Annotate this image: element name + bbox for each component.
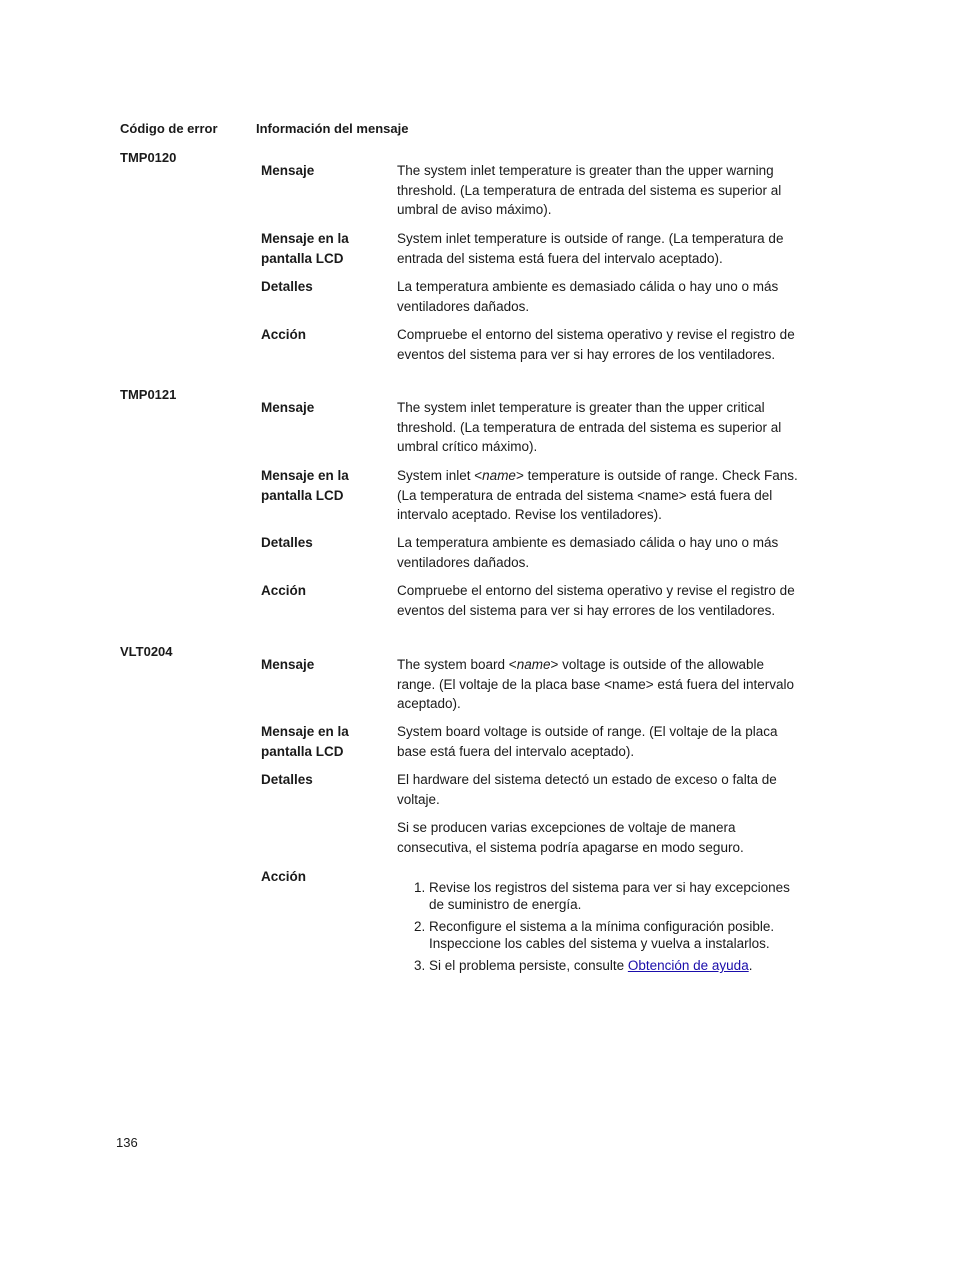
field-value-accion: Compruebe el entorno del sistema operativo y revise el registro de eventos del sistema para ver si hay errores de los ventiladores. [397,583,795,618]
placeholder-name: name [516,657,551,672]
field-label-lcd: Mensaje en la pantalla LCD [261,468,349,503]
field-value-mensaje: The system inlet temperature is greater than the upper warning threshold. (La temperatura de entrada del sistema es superior al umbral de aviso máximo). [397,163,782,217]
error-code: VLT0204 [120,644,173,659]
field-label-detalles: Detalles [261,772,313,787]
field-value-detalles-note: Si se producen varias excepciones de voltaje de manera consecutiva, el sistema podría apagarse en modo seguro. [397,820,744,855]
action-step-list [397,880,805,975]
field-value-accion: Compruebe el entorno del sistema operativo y revise el registro de eventos del sistema para ver si hay errores de los ventiladores. [397,327,795,362]
field-label-detalles: Detalles [261,535,313,550]
field-label-lcd: Mensaje en la pantalla LCD [261,724,349,759]
text-segment: The system board < [397,657,517,672]
action-step: 1. Revise los registros del sistema para ver si hay excepciones de suministro de energía. [429,880,805,913]
column-header-code: Código de error [120,121,218,136]
field-value-detalles: La temperatura ambiente es demasiado cálida o hay uno o más ventiladores dañados. [397,279,779,314]
field-value-lcd: System board voltage is outside of range. (El voltaje de la placa base está fuera del intervalo aceptado). [397,724,778,759]
action-step: 2. Reconfigure el sistema a la mínima configuración posible. Inspeccione los cables del sistema y vuelva a instalarlos. [429,919,805,952]
action-steps [397,880,805,981]
text-segment: > voltage is outside of the allowable range. (El voltaje de la placa base <name> está fuera del intervalo aceptado). [397,657,794,711]
field-label-lcd: Mensaje en la pantalla LCD [261,231,349,266]
field-value-mensaje [397,655,805,714]
text-segment: > temperature is outside of range. Check Fans. (La temperatura de entrada del sistema <name> está fuera del intervalo aceptado. Revise los ventiladores). [397,468,798,522]
field-value-lcd: System inlet temperature is outside of range. (La temperatura de entrada del sistema está fuera del intervalo aceptado). [397,231,784,266]
field-label-accion: Acción [261,327,307,342]
placeholder-name: name [482,468,516,483]
field-value-detalles: La temperatura ambiente es demasiado cálida o hay uno o más ventiladores dañados. [397,535,779,570]
text-segment: Si el problema persiste, consulte [429,958,628,973]
error-code: TMP0121 [120,387,177,402]
field-label-mensaje: Mensaje [261,400,315,415]
field-label-mensaje: Mensaje [261,163,315,178]
field-label-accion: Acción [261,869,307,884]
action-step [429,958,805,975]
field-label-detalles: Detalles [261,279,313,294]
field-value-mensaje: The system inlet temperature is greater than the upper critical threshold. (La temperatura de entrada del sistema es superior al umbral crítico máximo). [397,400,782,454]
column-header-info: Información del mensaje [256,121,409,136]
field-value-detalles: El hardware del sistema detectó un estado de exceso o falta de voltaje. [397,772,777,807]
help-link[interactable]: Obtención de ayuda [627,958,749,973]
field-value-lcd [397,466,805,525]
field-label-accion: Acción [261,583,307,598]
field-label-mensaje: Mensaje [261,657,315,672]
text-segment: System inlet < [397,468,483,483]
text-segment: . [748,958,753,973]
page-number: 136 [116,1135,138,1150]
error-code: TMP0120 [120,150,177,165]
